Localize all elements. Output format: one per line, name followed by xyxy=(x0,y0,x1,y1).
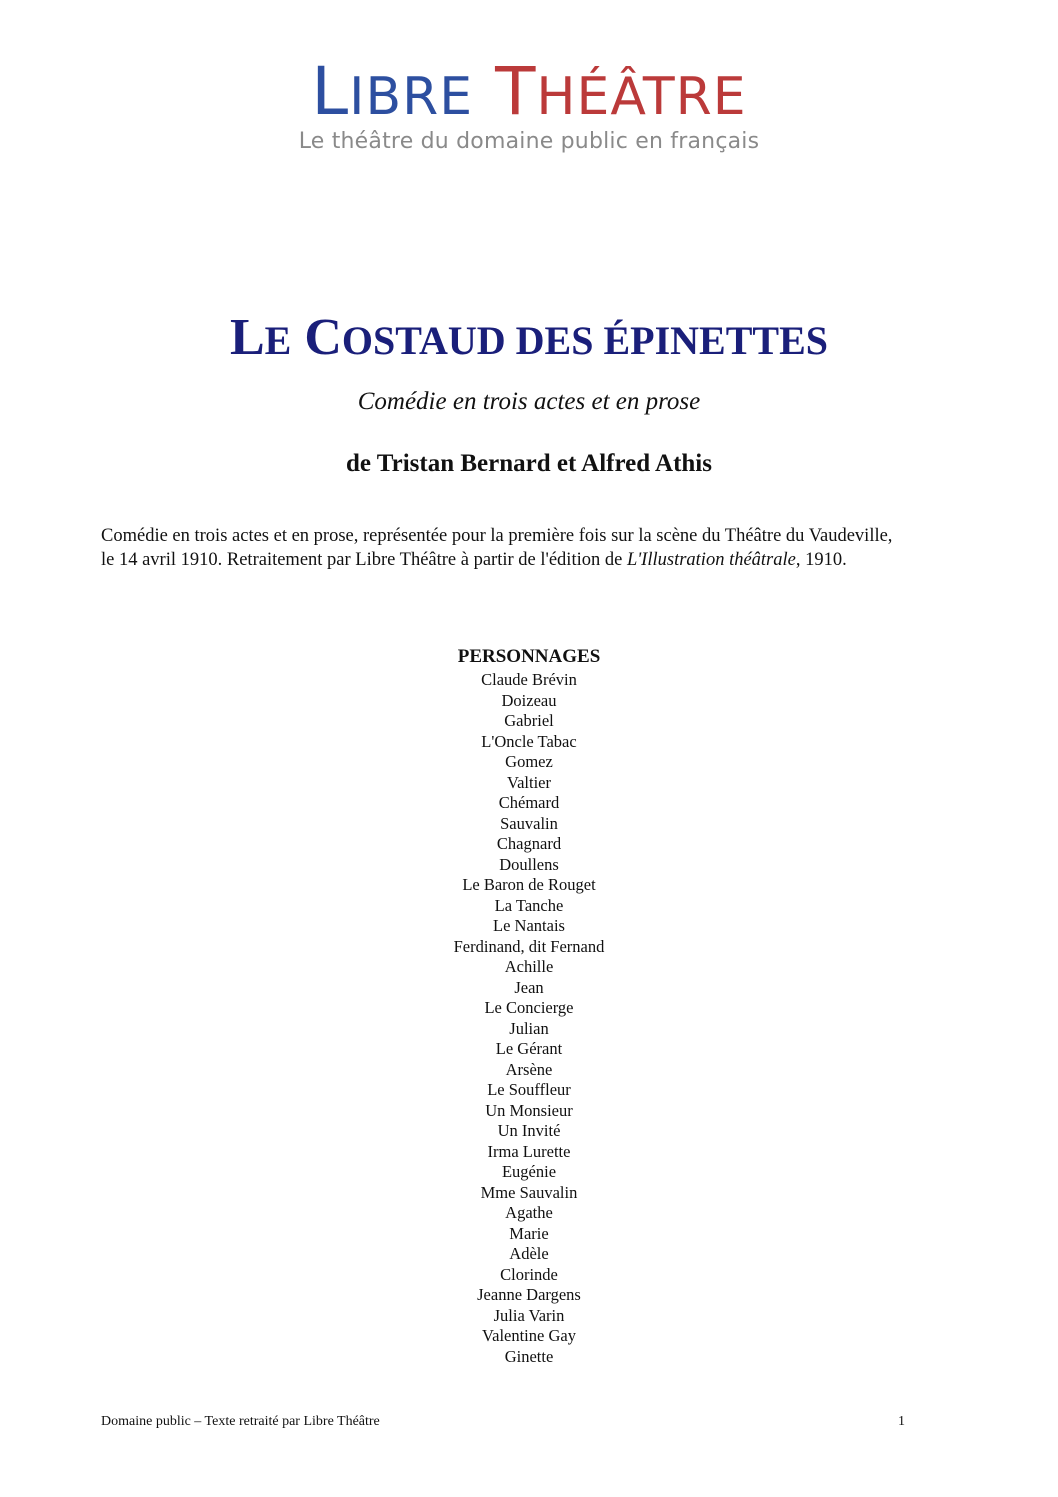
page-footer xyxy=(101,1414,905,1430)
cast-list-item: Chémard xyxy=(498,793,560,812)
cast-list-item: Gomez xyxy=(505,752,553,771)
cast-list-item: Julian xyxy=(509,1018,549,1038)
cast-list-item: Arsène xyxy=(505,1059,553,1079)
libre-theatre-logo xyxy=(0,53,1058,154)
cast-list-item: Achille xyxy=(504,957,554,976)
cast-heading: PERSONNAGES xyxy=(457,646,601,667)
play-authors: de Tristan Bernard et Alfred Athis xyxy=(346,450,712,477)
cast-list-item: Valentine Gay xyxy=(482,1326,576,1345)
cast-list-item: Sauvalin xyxy=(500,813,558,833)
intro-line-2: le 14 avril 1910. Retraitement par Libre Théâtre à partir de l'édition de L'Illustration théâtrale, 1910. xyxy=(101,550,847,570)
cast-list-item: Clorinde xyxy=(500,1264,558,1284)
footer-text: Domaine public – Texte retraité par Libre Théâtre xyxy=(101,1414,380,1429)
cast-list-item: Eugénie xyxy=(501,1162,557,1181)
cast-list-item: Le Souffleur xyxy=(487,1080,571,1099)
logo-title xyxy=(0,53,1058,133)
cast-list-item: Marie xyxy=(509,1223,549,1243)
cast-list-item: La Tanche xyxy=(494,895,564,915)
play-title: LE COSTAUD DES ÉPINETTES xyxy=(229,309,828,366)
cast-list xyxy=(0,670,1058,1367)
cast-list-item: L'Oncle Tabac xyxy=(481,731,577,751)
play-subtitle: Comédie en trois actes et en prose xyxy=(357,388,701,415)
cast-list-item: Agathe xyxy=(505,1203,553,1222)
intro-line-1: Comédie en trois actes et en prose, représentée pour la première fois sur la scène du Théâtre du Vaudeville, xyxy=(101,526,893,546)
cast-list-item: Valtier xyxy=(507,772,551,792)
cast-list-item: Claude Brévin xyxy=(481,670,577,689)
cast-list-item: Jean xyxy=(514,977,544,997)
cast-list-item: Un Invité xyxy=(497,1121,561,1140)
logo-subtitle: Le théâtre du domaine public en français xyxy=(298,129,760,154)
publication-title: L'Illustration théâtrale xyxy=(626,550,796,570)
cast-list-item: Chagnard xyxy=(496,834,562,853)
cast-list-item: Le Baron de Rouget xyxy=(462,875,596,894)
cast-list-item: Le Concierge xyxy=(484,998,574,1017)
cast-list-item: Le Nantais xyxy=(493,916,565,935)
cast-list-item: Jeanne Dargens xyxy=(477,1285,581,1304)
cast-list-item: Ferdinand, dit Fernand xyxy=(453,936,605,956)
cast-list-item: Ginette xyxy=(504,1346,554,1366)
intro-paragraph xyxy=(101,524,961,572)
logo-word-theatre: THÉÂTRE xyxy=(495,53,747,130)
cast-list-item: Doizeau xyxy=(501,690,557,710)
cast-list-item: Adèle xyxy=(509,1244,549,1263)
cast-list-item: Gabriel xyxy=(504,711,554,730)
cast-list-item: Un Monsieur xyxy=(485,1100,573,1120)
page-number: 1 xyxy=(898,1414,905,1429)
logo-word-libre: LIBRE xyxy=(311,53,474,130)
cast-list-item: Le Gérant xyxy=(495,1039,563,1058)
cast-list-item: Julia Varin xyxy=(493,1305,565,1325)
cast-list-item: Irma Lurette xyxy=(487,1141,571,1161)
cast-list-item: Doullens xyxy=(499,854,559,874)
cast-section xyxy=(0,644,1058,1367)
cast-list-item: Mme Sauvalin xyxy=(480,1182,578,1202)
